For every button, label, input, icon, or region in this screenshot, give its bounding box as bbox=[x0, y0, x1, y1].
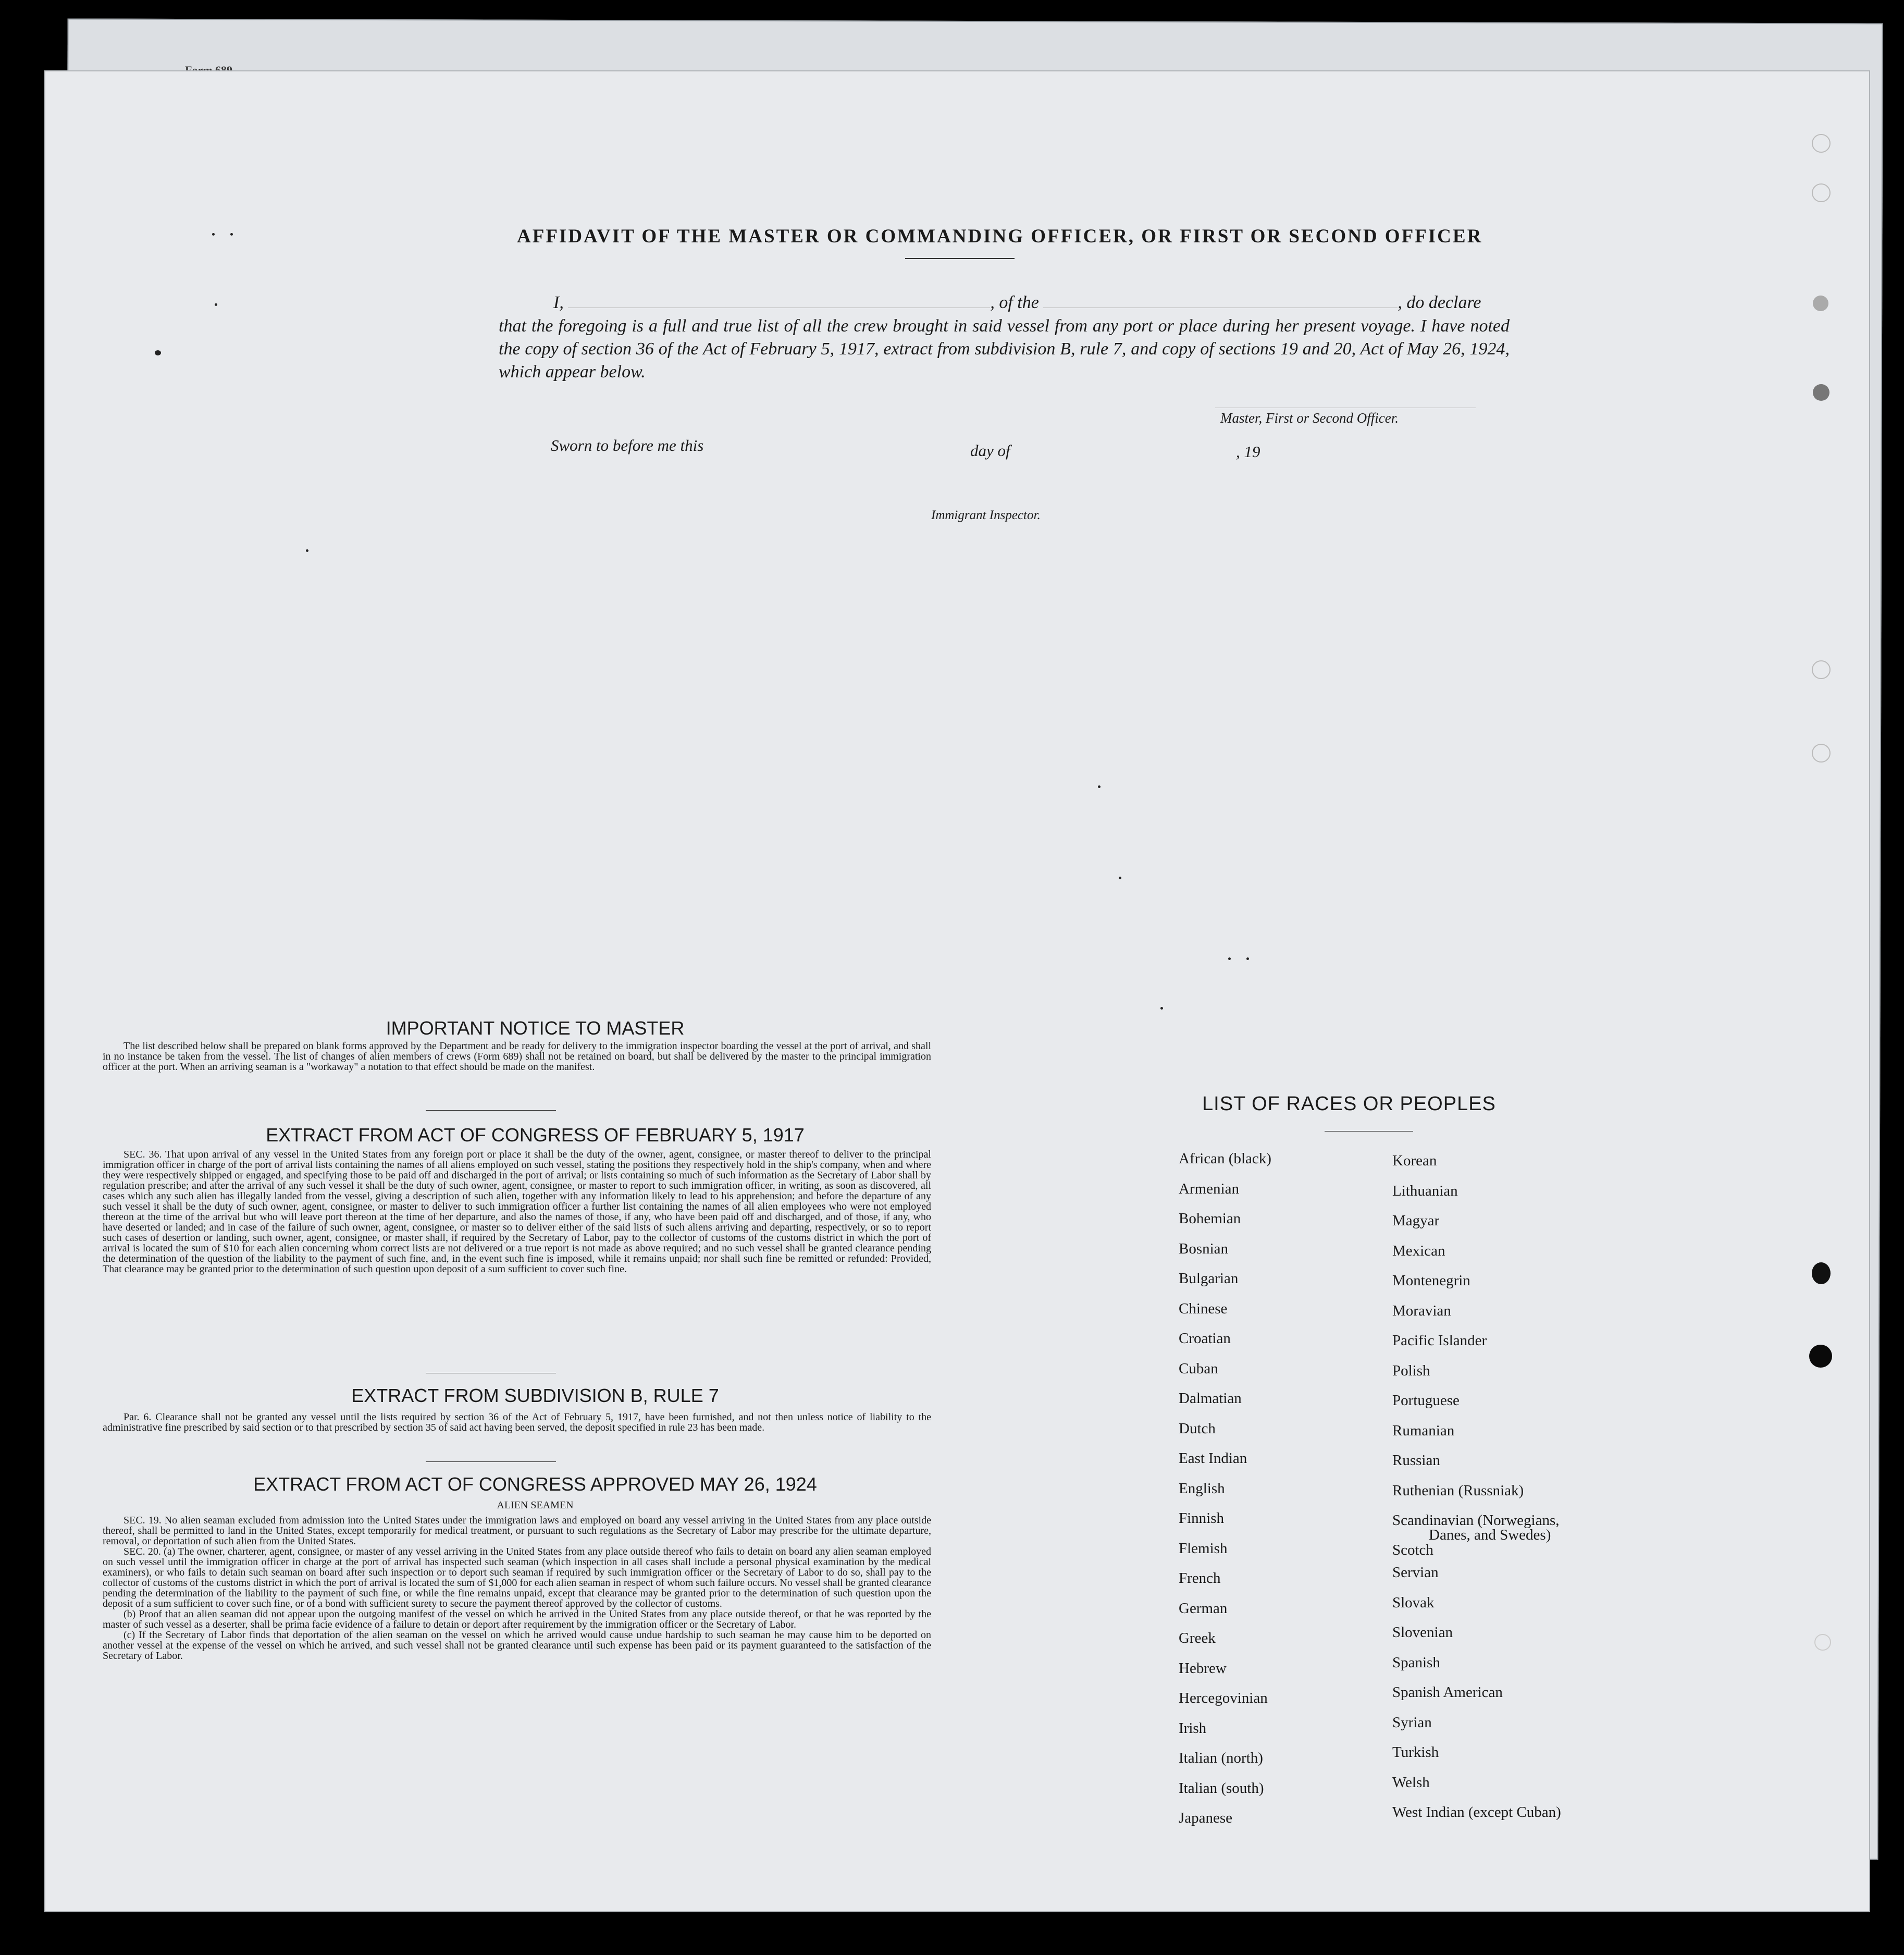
speck bbox=[1246, 957, 1249, 960]
race-item: Magyar bbox=[1392, 1212, 1440, 1229]
race-item: Italian (north) bbox=[1179, 1750, 1263, 1766]
year-label: , 19 bbox=[1236, 442, 1260, 461]
punch-hole bbox=[1813, 384, 1829, 401]
race-item: Russian bbox=[1392, 1452, 1440, 1469]
race-item: Korean bbox=[1392, 1152, 1437, 1169]
race-item: Dalmatian bbox=[1179, 1390, 1242, 1407]
race-item: Greek bbox=[1179, 1630, 1216, 1646]
race-item: Cuban bbox=[1179, 1360, 1218, 1377]
race-item: Polish bbox=[1392, 1362, 1430, 1379]
sec20c-text: (c) If the Secretary of Labor finds that deportation of the alien seaman on the vessel on which he arrived would cause undue hardship to such seaman he may cause him to be deported on another vessel at the expense of the vessel on which he arrived, and such vessel shall not be granted clearance until such expense has been paid or its payment guaranteed to the satisfaction of the Secretary of Labor. bbox=[103, 1629, 931, 1662]
race-item: East Indian bbox=[1179, 1450, 1247, 1467]
sec20b-text: (b) Proof that an alien seaman did not appear upon the outgoing manifest of the vessel on which he arrived in the United States from any place outside thereof, or that he was reported by the master of such vessel as a deserter, shall be prima facie evidence of a failure to detain or deport after requirement by the immigration officer or the Secretary of Labor. bbox=[103, 1608, 931, 1630]
affidavit-title: AFFIDAVIT OF THE MASTER OR COMMANDING OFFICER, OR FIRST OR SECOND OFFICER bbox=[517, 226, 1483, 247]
rule7-title: EXTRACT FROM SUBDIVISION B, RULE 7 bbox=[351, 1385, 719, 1406]
punch-hole bbox=[1813, 296, 1828, 311]
day-of-label: day of bbox=[970, 441, 1010, 460]
race-item: Bohemian bbox=[1179, 1210, 1241, 1227]
races-column-1 bbox=[1179, 1144, 1271, 1834]
punch-hole bbox=[1812, 183, 1831, 202]
notice-text: The list described below shall be prepared on blank forms approved by the Department and be ready for delivery to the immigration inspector boarding the vessel at the port of arrival, and shall in no instance be taken from the vessel. The list of changes of alien members of crews (Form 689) shall not be retained on board, but shall be delivered by the master to the principal immigration officer at the port. When an arriving seaman is a "workaway" a notation to that effect should be made on the manifest. bbox=[103, 1040, 931, 1073]
inspector-label: Immigrant Inspector. bbox=[931, 508, 1041, 522]
race-item: French bbox=[1179, 1570, 1221, 1587]
punch-hole bbox=[1812, 134, 1831, 153]
speck bbox=[212, 233, 215, 236]
speck bbox=[1119, 877, 1121, 879]
race-item: Servian bbox=[1392, 1564, 1439, 1581]
race-item: Flemish bbox=[1179, 1540, 1228, 1557]
race-item: Armenian bbox=[1179, 1180, 1239, 1197]
speck bbox=[1160, 1007, 1163, 1010]
punch-hole bbox=[1814, 1634, 1831, 1651]
extract-1917-text: SEC. 36. That upon arrival of any vessel in the United States from any foreign port or place it shall be the duty of the owner, agent, consignee, or master thereof to deliver to the principal immigration officer in charge of the port of arrival lists containing the names of all aliens employed on such vessel, stating the positions they respectively hold in the ship's company, when and where they were respectively shipped or engaged, and specifying those to be paid off and discharged in the port of arrival; or lists containing so much of such information as the Secretary of Labor shall by regulation prescribe; and after the arrival of any such vessel it shall be the duty of such owner, agent, consignee, or master to report to such immigration officer, in writing, as soon as discovered, all cases which any such alien has illegally landed from the vessel, giving a description of such alien, together with any information likely to lead to his apprehension; and before the departure of any such vessel it shall be the duty of such owner, agent, consignee, or master to deliver to such immigration officer a further list containing the names of all alien employees who were not employed thereon at the time of the arrival but who will leave port thereon at the time of her departure, and also the names of those, if any, who have been paid off and discharged, and of those, if any, who have deserted or landed; and in case of the failure of such owner, agent, consignee, or master so to deliver either of the said lists of such aliens arriving and departing, respectively, or so to report such cases of desertion or landing, such owner, agent, consignee, or master shall, if required by the Secretary of Labor, pay to the collector of customs of the customs district in which the port of arrival is located the sum of $10 for each alien concerning whom correct lists are not delivered or a true report is not made as above required; and no such vessel shall be granted clearance pending the determination of the question of the liability to the payment of such fine, and, in the event such fine is imposed, while it remains unpaid; nor shall such fine be remitted or refunded: Provided, That clearance may be granted prior to the determination of such question upon deposit of a sum sufficient to cover such fine. bbox=[103, 1149, 931, 1275]
rule7-text: Par. 6. Clearance shall not be granted any vessel until the lists required by section 36 of the Act of February 5, 1917, have been furnished, and not then unless notice of liability to the administrative fine prescribed by said section or to that prescribed by section 35 of said act having been served, the deposit specified in rule 23 has been made. bbox=[103, 1411, 931, 1433]
race-item: Welsh bbox=[1392, 1774, 1430, 1791]
race-item: Croatian bbox=[1179, 1330, 1231, 1347]
race-item: African (black) bbox=[1179, 1150, 1271, 1167]
race-item: Portuguese bbox=[1392, 1392, 1460, 1409]
race-item: Hercegovinian bbox=[1179, 1690, 1268, 1706]
speck bbox=[230, 233, 233, 236]
race-item: Hebrew bbox=[1179, 1659, 1227, 1677]
race-item: Scandinavian (Norwegians, bbox=[1392, 1512, 1560, 1529]
race-item: Lithuanian bbox=[1392, 1182, 1458, 1199]
speck bbox=[1228, 957, 1231, 960]
race-item: Irish bbox=[1179, 1719, 1207, 1737]
notice-title: IMPORTANT NOTICE TO MASTER bbox=[386, 1017, 685, 1039]
race-item: Spanish bbox=[1392, 1654, 1440, 1671]
race-item: Japanese bbox=[1179, 1810, 1233, 1826]
title-divider bbox=[905, 258, 1015, 259]
race-item: Moravian bbox=[1392, 1302, 1451, 1319]
document-page bbox=[44, 70, 1870, 1912]
extract-1924-body bbox=[103, 1515, 931, 1661]
race-item: West Indian (except Cuban) bbox=[1392, 1804, 1561, 1821]
race-item: Turkish bbox=[1392, 1744, 1439, 1761]
race-item: Syrian bbox=[1392, 1714, 1432, 1731]
race-item: Pacific Islander bbox=[1392, 1332, 1487, 1349]
speck bbox=[215, 303, 217, 306]
speck bbox=[306, 549, 308, 552]
signature-label: Master, First or Second Officer. bbox=[1220, 410, 1399, 426]
race-item: Spanish American bbox=[1392, 1684, 1503, 1701]
race-item: German bbox=[1179, 1600, 1228, 1617]
race-item: Rumanian bbox=[1392, 1422, 1455, 1439]
race-item: Mexican bbox=[1392, 1242, 1445, 1259]
speck bbox=[155, 350, 161, 355]
race-item: Danes, and Swedes) bbox=[1429, 1527, 1551, 1543]
race-item: Chinese bbox=[1179, 1300, 1228, 1317]
punch-hole bbox=[1812, 1262, 1831, 1284]
race-item: Slovak bbox=[1392, 1594, 1435, 1611]
punch-hole bbox=[1812, 660, 1831, 679]
race-item: Bosnian bbox=[1179, 1240, 1229, 1257]
affidavit-line1 bbox=[553, 293, 1481, 313]
sworn-label: Sworn to before me this bbox=[551, 436, 704, 454]
race-item: Italian (south) bbox=[1179, 1779, 1264, 1797]
divider bbox=[426, 1110, 556, 1111]
sec20a-text: SEC. 20. (a) The owner, charterer, agent, consignee, or master of any vessel arriving in the United States from any place outside thereof who fails to detain on board any alien seaman employed on such vessel until the immigration officer in charge at the port of arrival has inspected such seaman (which inspection in all cases shall include a personal physical examination by the medical examiners), or who fails to detain such seaman on board after such inspection or to deport such seaman if required by such immigration officer or the Secretary of Labor to do so, shall pay to the collector of customs of the customs district in which the port of arrival is located the sum of $1,000 for each alien seaman in respect of whom such failure occurs. No vessel shall be granted clearance pending the determination of the liability to the payment of such fine, or while the fine remains unpaid, except that clearance may be granted prior to the determination of such question upon the deposit of a sum sufficient to cover such fine, or of a bond with sufficient surety to secure the payment thereof approved by the collector of customs. bbox=[103, 1546, 931, 1609]
race-item: English bbox=[1179, 1480, 1225, 1497]
race-item: Slovenian bbox=[1392, 1624, 1453, 1641]
do-declare-label: , do declare bbox=[1398, 293, 1481, 312]
race-item: Dutch bbox=[1179, 1420, 1216, 1437]
race-item: Ruthenian (Russniak) bbox=[1392, 1482, 1524, 1499]
races-divider bbox=[1325, 1131, 1413, 1132]
race-item: Scotch bbox=[1392, 1542, 1433, 1558]
race-item: Montenegrin bbox=[1392, 1272, 1470, 1289]
affidavit-body: that the foregoing is a full and true list of all the crew brought in said vessel from any port or place during her present voyage. I have noted the copy of section 36 of the Act of February 5, 1917, extract from subdivision B, rule 7, and copy of sections 19 and 20, Act of May 26, 1924, which appear below. bbox=[499, 316, 1510, 382]
race-item: Finnish bbox=[1179, 1510, 1225, 1527]
extract-1917-title: EXTRACT FROM ACT OF CONGRESS OF FEBRUARY 5, 1917 bbox=[266, 1124, 805, 1146]
races-title: LIST OF RACES OR PEOPLES bbox=[1202, 1093, 1496, 1115]
i-label: I, bbox=[553, 293, 564, 312]
punch-hole bbox=[1809, 1345, 1832, 1368]
of-the-label: , of the bbox=[990, 293, 1039, 312]
race-item: Bulgarian bbox=[1179, 1270, 1239, 1287]
speck bbox=[1098, 785, 1101, 788]
sec19-text: SEC. 19. No alien seaman excluded from admission into the United States under the immigration laws and employed on board any vessel arriving in the United States from any place outside thereof, shall be permitted to land in the United States, except temporarily for medical treatment, or pursuant to such regulations as the Secretary of Labor may prescribe for the ultimate departure, removal, or deportation of such alien from the United States. bbox=[103, 1515, 931, 1547]
divider bbox=[426, 1461, 556, 1462]
races-column-2 bbox=[1392, 1146, 1561, 1828]
punch-hole bbox=[1812, 744, 1831, 763]
extract-1924-subtitle: ALIEN SEAMEN bbox=[497, 1499, 574, 1511]
extract-1924-title: EXTRACT FROM ACT OF CONGRESS APPROVED MAY 26, 1924 bbox=[253, 1473, 817, 1495]
